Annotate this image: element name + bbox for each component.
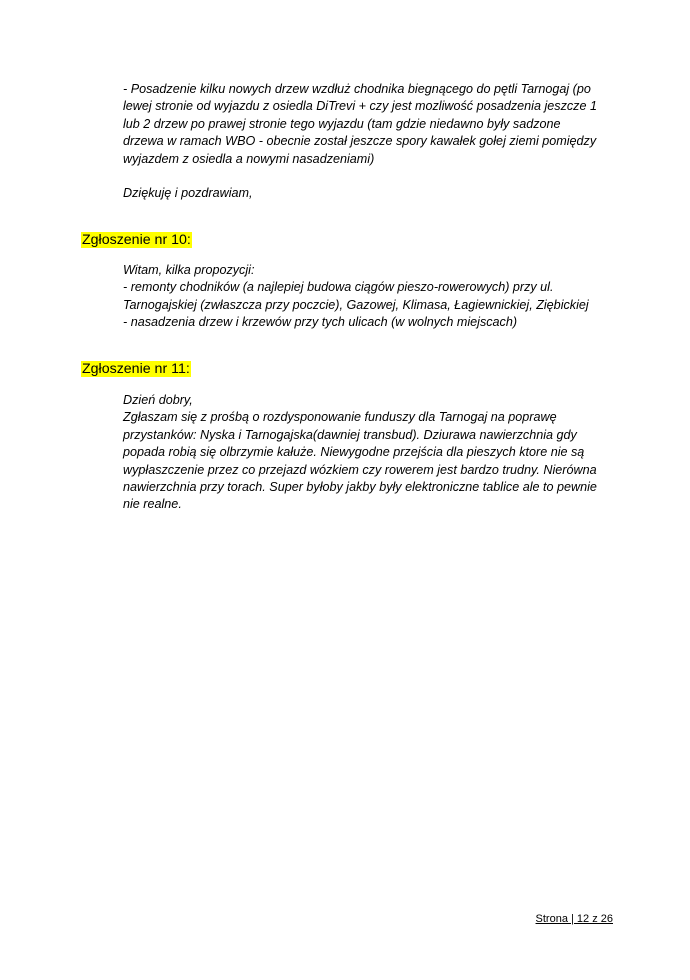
submission-heading-11 — [81, 361, 191, 378]
page-number-footer: Strona | 12 z 26 — [535, 913, 613, 925]
submission-heading-11-text: Zgłoszenie nr 11: — [82, 361, 190, 377]
closing-text: Dziękuję i pozdrawiam, — [123, 186, 253, 200]
submission-11-text: Dzień dobry, Zgłaszam się z prośbą o rozdysponowanie funduszy dla Tarnogaj na poprawę przystanków: Nyska i Tarnogajska(dawniej transbud). Dziurawa nawierzchnia gdy popada robią się olbrzymie kałuże. Niewygodne przejścia dla pieszych ktore nie są wypłaszczenie przez co przejazd wózkiem czy rowerem jest bardzo trudny. Nierówna nawierzchnia przy torach. Super byłoby jakby były elektroniczne tablice ale to pewnie nie realne. — [123, 393, 597, 512]
submission-heading-10-text: Zgłoszenie nr 10: — [82, 232, 191, 248]
submission-heading-10 — [81, 232, 192, 249]
intro-paragraph: - Posadzenie kilku nowych drzew wzdłuż chodnika biegnącego do pętli Tarnogaj (po lewej stronie od wyjazdu z osiedla DiTrevi + czy jest mozliwość posadzenia jeszcze 1 lub 2 drzew po prawej stronie tego wyjazdu (tam gdzie niedawno były sadzone drzewa w ramach WBO - obecnie został jeszcze spory kawałek gołej ziemi pomiędzy wyjazdem z osiedla a nowymi nasadzeniami) — [123, 82, 597, 166]
submission-10-text: Witam, kilka propozycji: - remonty chodników (a najlepiej budowa ciągów pieszo-rowerowych) przy ul. Tarnogajskiej (zwłaszcza przy poczcie), Gazowej, Klimasa, Łagiewnickiej, Ziębickiej - nasadzenia drzew i krzewów przy tych ulicach (w wolnych miejscach) — [123, 263, 589, 330]
